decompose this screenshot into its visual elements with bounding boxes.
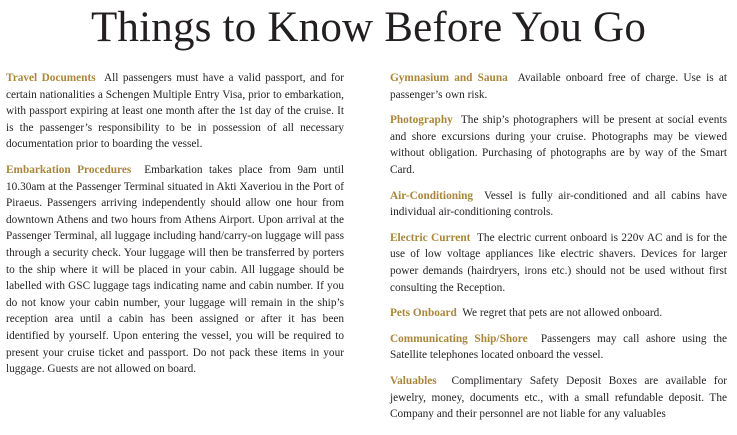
section-body: Embarkation takes place from 9am until 10.30am at the Passenger Terminal situated in Akti Xaveriou in the Port of Piraeus. Passengers arriving independently should allow one hour from downtown Athens and two hours from Athens Airport. Upon arrival at the Passenger Terminal, all luggage including hand/carry-on luggage will pass through a security check. Your luggage will then be transferred by porters to the ship where it will be placed in your cabin. All luggage should be labelled with GSC luggage tags indicating name and cabin number. If you do not know your cabin number, your luggage will remain in the ship’s reception area until a cabin has been assigned or after it has been identified by yourself. Upon entering the vessel, you will be required to present your cruise ticket and passport. Do not pack these items in your luggage. Guests are not allowed on board.	[6, 163, 345, 376]
section-heading: Pets Onboard	[390, 307, 457, 320]
gymnasium-sauna-section	[390, 70, 727, 103]
photography-section	[390, 112, 727, 178]
section-body: All passengers must have a valid passport, and for certain nationalities a Schengen Multiple Entry Visa, prior to embarkation, with passport expiring at least one month after the 1st day of the cruise. It is the passenger’s responsibility to be in possession of all necessary documentation prior to boarding the vessel.	[6, 72, 344, 151]
section-body: We regret that pets are not allowed onboard.	[462, 307, 663, 320]
air-conditioning-section	[390, 188, 727, 221]
section-body: Passengers may call ashore using the Satellite telephones located onboard the vessel.	[390, 332, 727, 362]
section-heading: Electric Current	[390, 231, 471, 244]
valuables-section	[390, 373, 727, 423]
section-body: Complimentary Safety Deposit Boxes are available for jewelry, money, documents etc., with a small refundable deposit. The Company and their personnel are not liable for any valuables	[390, 374, 727, 421]
section-heading: Communicating Ship/Shore	[390, 332, 528, 345]
section-heading: Gymnasium and Sauna	[390, 72, 508, 84]
section-heading: Photography	[390, 114, 453, 127]
pets-onboard-section	[390, 305, 727, 322]
embarkation-procedures-section	[6, 162, 344, 378]
section-body: The electric current onboard is 220v AC and is for the use of low voltage appliances like electric shavers. Devices for larger power demands (hairdryers, irons etc.) should not be used without first consulting the Reception.	[390, 231, 727, 294]
right-column	[390, 70, 727, 432]
section-heading: Valuables	[390, 374, 437, 387]
page-title: Things to Know Before You Go	[90, 4, 647, 51]
travel-documents-section	[6, 70, 344, 153]
section-heading: Travel Documents	[6, 72, 96, 84]
communicating-ship-shore-section	[390, 331, 727, 364]
section-body: Vessel is fully air-conditioned and all cabins have individual air-conditioning controls.	[390, 189, 727, 219]
left-column	[6, 70, 344, 387]
electric-current-section	[390, 230, 727, 296]
section-heading: Air-Conditioning	[390, 189, 474, 202]
section-body: The ship’s photographers will be present at social events and shore excursions during your cruise. Photographs may be viewed without obligation. Purchasing of photographs are by way of the Smart Card.	[390, 114, 727, 176]
section-heading: Embarkation Procedures	[6, 163, 132, 176]
section-body: Available onboard free of charge. Use is at passenger’s own risk.	[390, 72, 727, 101]
